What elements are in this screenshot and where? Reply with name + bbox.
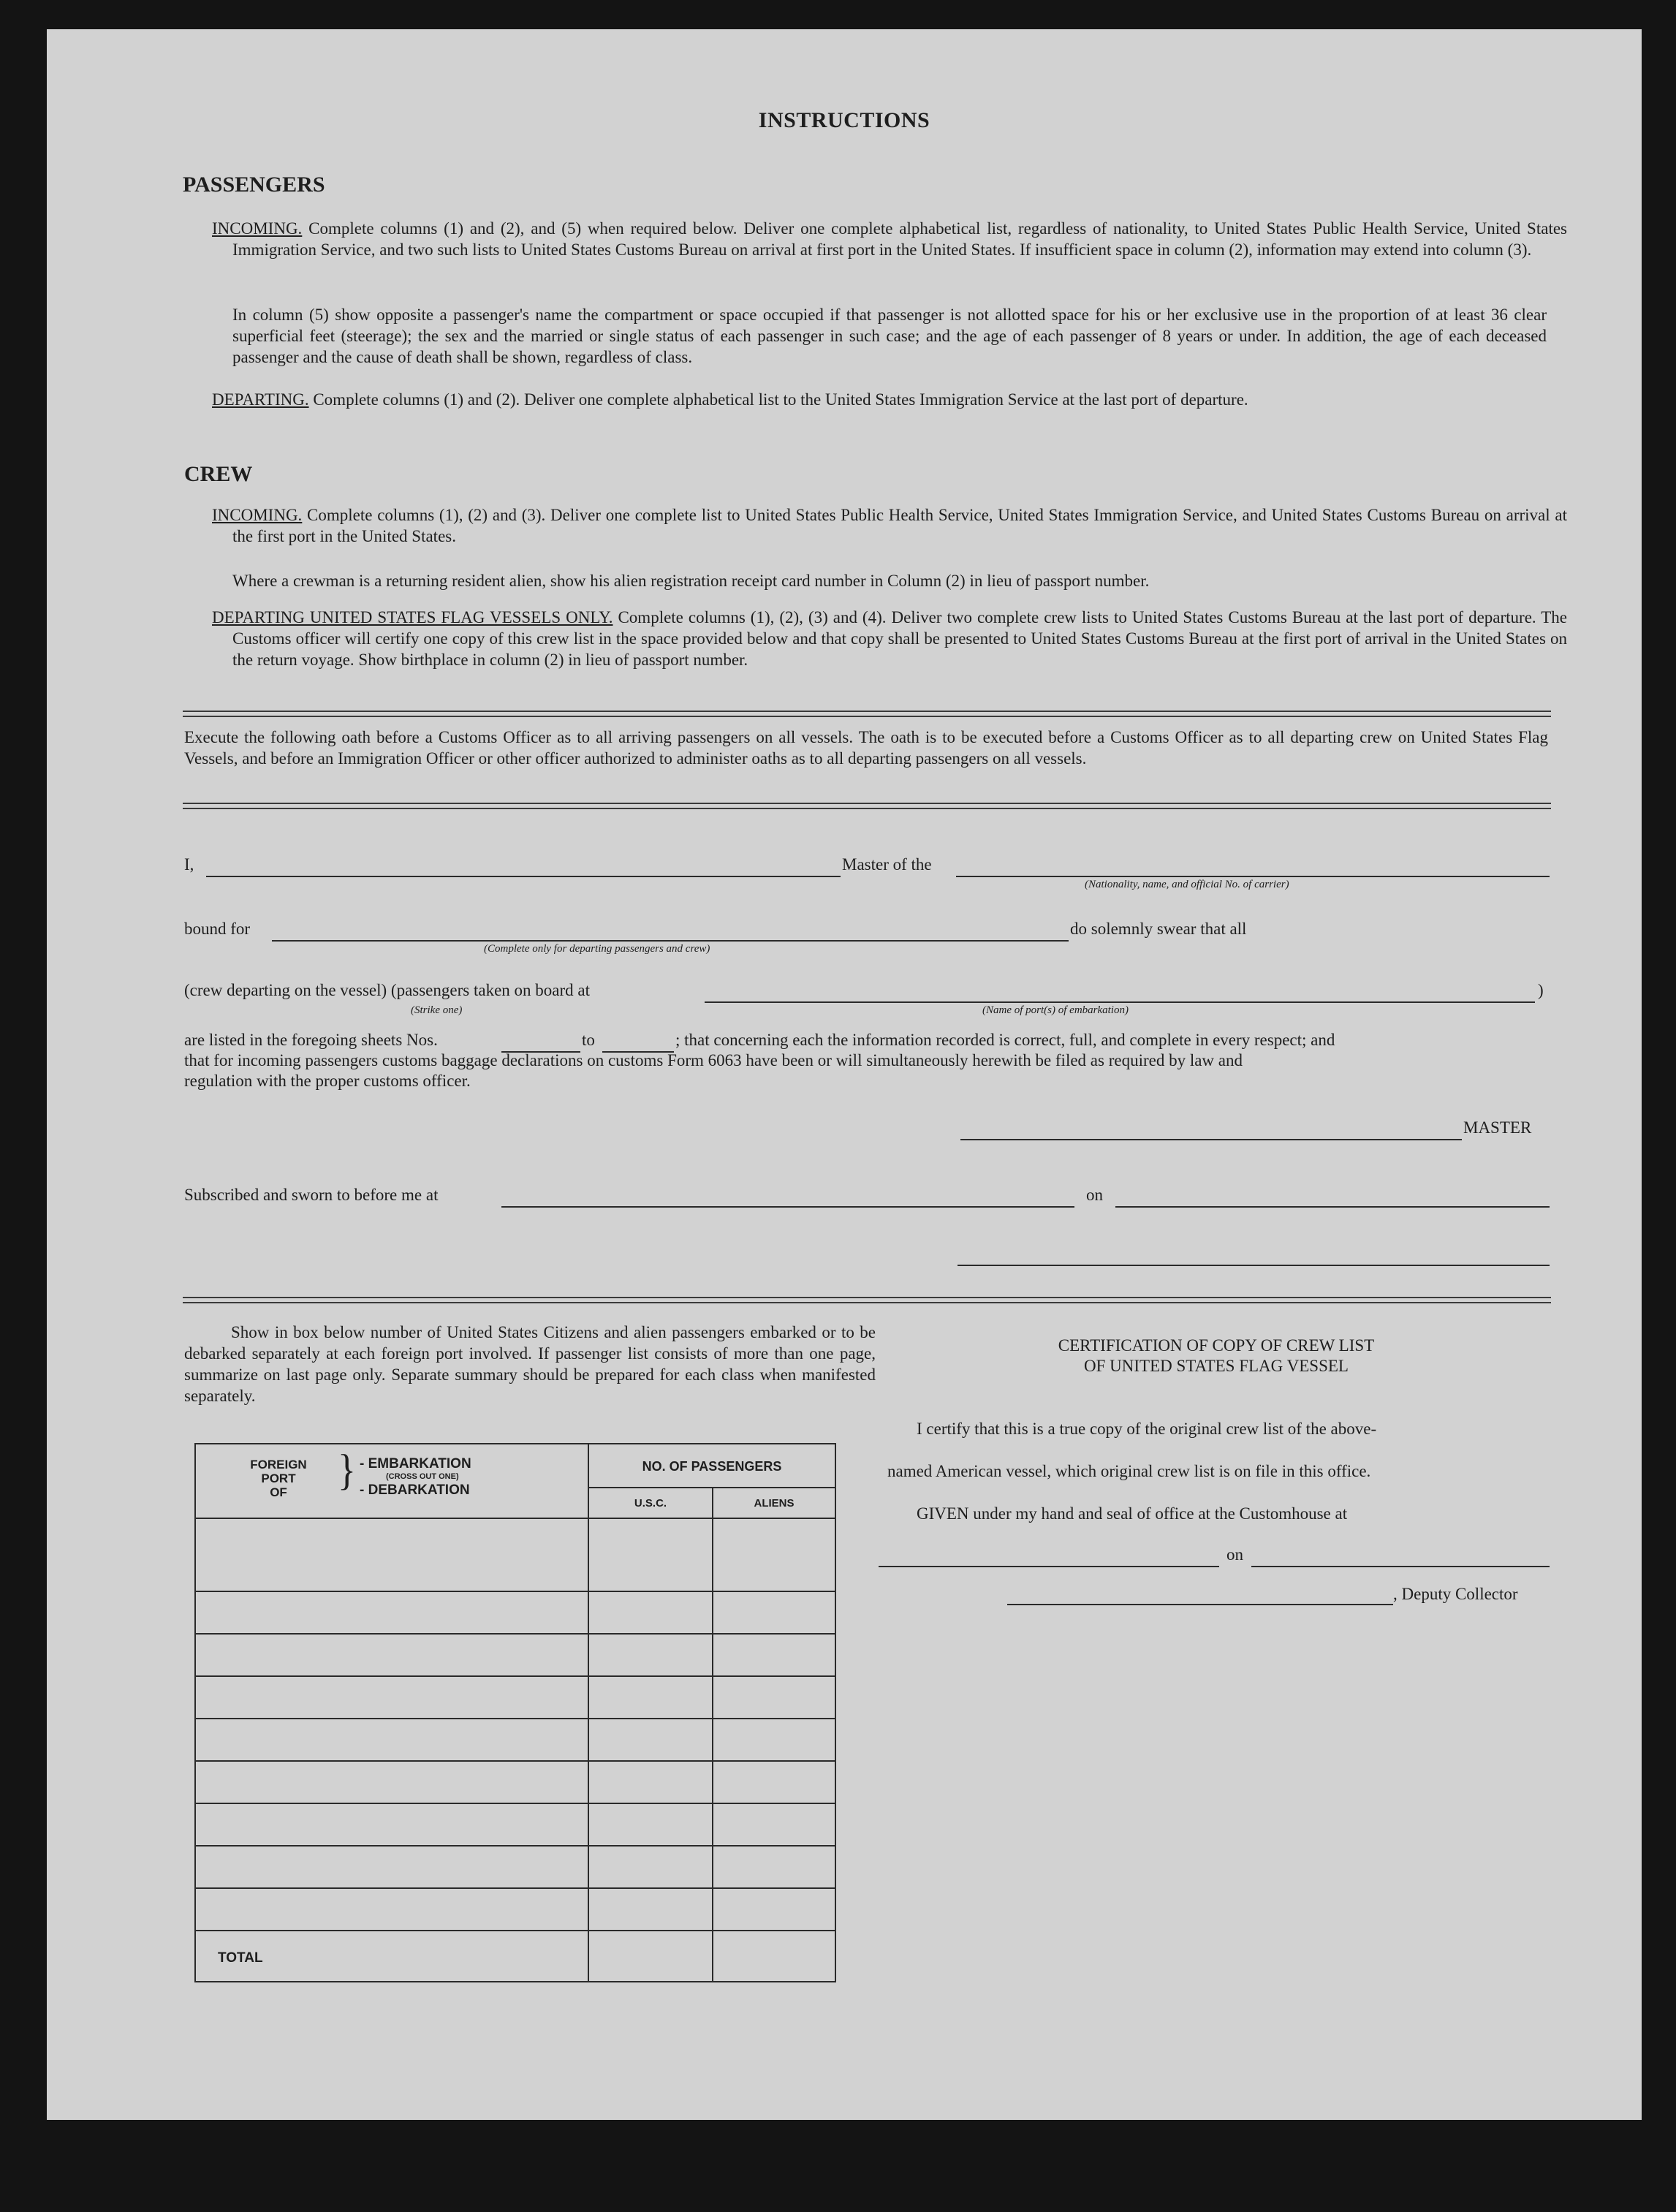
crew-departing-text: Complete columns (1), (2), (3) and (4). Deliver two complete crew lists to United States Customs Bureau at the last port of departure. The Customs officer will certify one copy of this crew list in the space provided below and that copy shall be presented to United States Customs Bureau at the first port of arrival in the United States on the return voyage. Show birthplace in column (2) in lieu of passport number. bbox=[232, 608, 1567, 669]
certification-title-line2: OF UNITED STATES FLAG VESSEL bbox=[1084, 1357, 1349, 1375]
form-sheet bbox=[47, 29, 1642, 2120]
table-row[interactable] bbox=[194, 1591, 836, 1592]
foreign-port-header: FOREIGN PORT OF bbox=[250, 1458, 307, 1499]
bound-for-field[interactable] bbox=[272, 940, 1069, 942]
listed-text-a: are listed in the foregoing sheets Nos. bbox=[184, 1031, 438, 1049]
swear-label: do solemnly swear that all bbox=[1070, 920, 1247, 938]
divider bbox=[183, 1297, 1551, 1303]
officer-signature-field[interactable] bbox=[958, 1265, 1550, 1266]
column-divider bbox=[712, 1519, 713, 1982]
crew-departing-label: DEPARTING UNITED STATES FLAG VESSELS ONLY. bbox=[212, 608, 613, 626]
subscribed-label: Subscribed and sworn to before me at bbox=[184, 1186, 439, 1204]
passengers-incoming-text: Complete columns (1) and (2), and (5) when required below. Deliver one complete alphabetical list, regardless of nationality, to United States Public Health Service, United States Immigration Service, and two such lists to United States Customs Bureau on arrival at first port in the United States. If insufficient space in column (2), information may extend into column (3). bbox=[232, 219, 1567, 259]
passengers-heading: PASSENGERS bbox=[183, 173, 325, 197]
close-paren: ) bbox=[1538, 981, 1544, 999]
bound-caption: (Complete only for departing passengers and crew) bbox=[484, 943, 710, 955]
certification-on-label: on bbox=[1226, 1545, 1243, 1564]
sworn-on-label: on bbox=[1086, 1186, 1103, 1204]
listed-to-label: to bbox=[582, 1031, 595, 1049]
certification-date-field[interactable] bbox=[1251, 1566, 1550, 1567]
table-row[interactable] bbox=[194, 1803, 836, 1804]
divider bbox=[183, 803, 1551, 809]
certification-title-line1: CERTIFICATION OF COPY OF CREW LIST bbox=[1058, 1336, 1375, 1355]
embarkation-header: - EMBARKATION bbox=[360, 1456, 471, 1471]
listed-text-line2: that for incoming passengers customs baggage declarations on customs Form 6063 have been or will simultaneously herewith be filed as required by law and bbox=[184, 1051, 1243, 1069]
table-row[interactable] bbox=[194, 1930, 836, 1931]
passengers-incoming-paragraph bbox=[212, 218, 1567, 260]
crew-heading: CREW bbox=[184, 462, 253, 486]
table-frame bbox=[194, 1443, 836, 1982]
divider bbox=[183, 711, 1551, 717]
embarkation-ports-field[interactable] bbox=[705, 1001, 1535, 1003]
sworn-place-field[interactable] bbox=[501, 1206, 1074, 1208]
oath-intro: Execute the following oath before a Customs Officer as to all arriving passengers on all vessels. The oath is to be executed before a Customs Officer as to all departing crew on United States Flag Vessels, and before an Immigration Officer or other officer authorized to administer oaths as to all departing passengers on all vessels. bbox=[184, 728, 1548, 768]
certify-line1: I certify that this is a true copy of the original crew list of the above- bbox=[917, 1420, 1377, 1438]
deputy-collector-label: , Deputy Collector bbox=[1393, 1585, 1518, 1603]
crew-incoming-text: Complete columns (1), (2) and (3). Deliver one complete list to United States Public Health Service, United States Immigration Service, and United States Customs Bureau on arrival at the first port in the United States. bbox=[232, 506, 1567, 545]
bound-for-label: bound for bbox=[184, 920, 251, 938]
strike-caption: (Strike one) bbox=[411, 1004, 463, 1016]
crew-incoming-label: INCOMING. bbox=[212, 506, 303, 524]
ports-caption: (Name of port(s) of embarkation) bbox=[982, 1004, 1129, 1016]
aliens-header: ALIENS bbox=[754, 1497, 795, 1510]
page-title: INSTRUCTIONS bbox=[758, 108, 930, 132]
table-row[interactable] bbox=[194, 1675, 836, 1677]
total-label: TOTAL bbox=[218, 1950, 263, 1966]
master-of-label: Master of the bbox=[842, 855, 932, 874]
master-name-field[interactable] bbox=[206, 876, 841, 877]
crew-departing-paragraph bbox=[212, 607, 1567, 670]
column-divider bbox=[588, 1519, 589, 1982]
table-row[interactable] bbox=[194, 1845, 836, 1847]
customhouse-field[interactable] bbox=[879, 1566, 1219, 1567]
crew-resident-paragraph: Where a crewman is a returning resident alien, show his alien registration receipt card number in Column (2) in lieu of passport number. bbox=[232, 572, 1150, 590]
master-signature-field[interactable] bbox=[960, 1139, 1462, 1140]
crew-incoming-paragraph bbox=[212, 504, 1567, 547]
table-row[interactable] bbox=[194, 1718, 836, 1719]
no-of-passengers-header: NO. OF PASSENGERS bbox=[642, 1459, 782, 1474]
debarkation-header: - DEBARKATION bbox=[360, 1482, 470, 1498]
passengers-departing-text: Complete columns (1) and (2). Deliver one complete alphabetical list to the United States Immigration Service at the last port of departure. bbox=[308, 390, 1248, 409]
passengers-column5-paragraph: In column (5) show opposite a passenger's name the compartment or space occupied if that passenger is not allotted space for his or her exclusive use in the proportion of at least 36 clear superficial feet (steerage); the sex and the married or single status of each passenger in such case; and the age of each passenger of 8 years or under. In addition, the age of each deceased passenger and the cause of death shall be shown, regardless of class. bbox=[232, 306, 1547, 366]
master-label: MASTER bbox=[1463, 1118, 1532, 1137]
crew-departing-label: (crew departing on the vessel) (passengers taken on board at bbox=[184, 981, 590, 999]
carrier-field[interactable] bbox=[956, 876, 1550, 877]
listed-text-line3: regulation with the proper customs officer. bbox=[184, 1072, 471, 1090]
brace-glyph: } bbox=[338, 1446, 356, 1495]
deputy-signature-field[interactable] bbox=[1007, 1604, 1393, 1605]
sworn-date-field[interactable] bbox=[1115, 1206, 1550, 1208]
table-row[interactable] bbox=[194, 1887, 836, 1889]
passenger-summary-table bbox=[194, 1443, 836, 1982]
summary-instructions: Show in box below number of United States Citizens and alien passengers embarked or to be debarked separately at each foreign port involved. If passenger list consists of more than one page, summarize on last page only. Separate summary should be prepared for each class when manifested separately. bbox=[184, 1323, 876, 1405]
passengers-departing-label: DEPARTING. bbox=[212, 390, 309, 409]
listed-text-b: ; that concerning each the information recorded is correct, full, and complete in every respect; and bbox=[675, 1031, 1335, 1049]
usc-header: U.S.C. bbox=[634, 1497, 667, 1510]
table-row[interactable] bbox=[194, 1760, 836, 1762]
passengers-incoming-label: INCOMING. bbox=[212, 219, 303, 238]
certify-line2: named American vessel, which original crew list is on file in this office. bbox=[887, 1462, 1371, 1480]
cross-out-note: (CROSS OUT ONE) bbox=[386, 1472, 459, 1481]
oath-i-label: I, bbox=[184, 855, 194, 874]
nationality-caption: (Nationality, name, and official No. of carrier) bbox=[1085, 879, 1289, 890]
given-text: GIVEN under my hand and seal of office at the Customhouse at bbox=[917, 1504, 1348, 1523]
table-row[interactable] bbox=[194, 1633, 836, 1635]
passengers-departing-paragraph bbox=[212, 389, 1567, 410]
